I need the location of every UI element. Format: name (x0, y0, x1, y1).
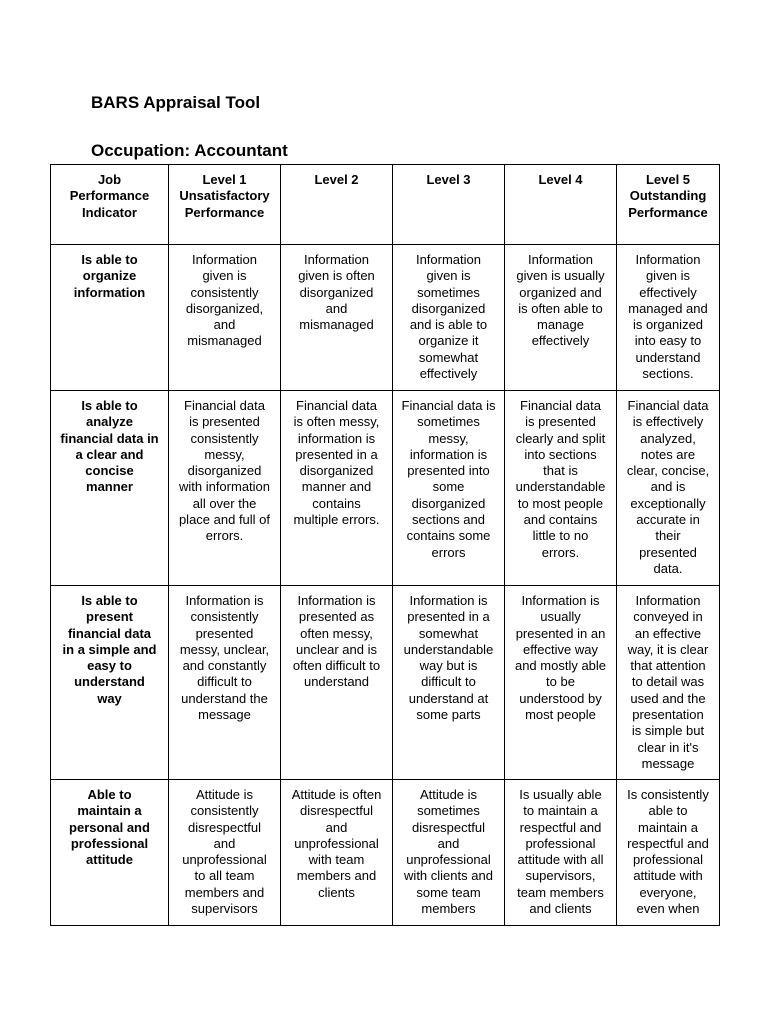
level-1-cell: Attitude is consistently disrespectful and unprofessional to all team members and supervisors (169, 780, 281, 926)
indicator-cell: Is able to analyze financial data in a clear and concise manner (51, 391, 169, 586)
table-row (51, 245, 720, 391)
level-4-cell: Information given is usually organized and is often able to manage effectively (505, 245, 617, 391)
level-2-cell: Attitude is often disrespectful and unprofessional with team members and clients (281, 780, 393, 926)
level-5-cell: Information conveyed in an effective way, it is clear that attention to detail was used and the presentation is simple but clear in it's message (617, 586, 720, 780)
level-4-cell: Information is usually presented in an effective way and mostly able to be understood by most people (505, 586, 617, 780)
indicator-cell: Is able to organize information (51, 245, 169, 391)
indicator-cell: Able to maintain a personal and professional attitude (51, 780, 169, 926)
level-2-cell: Information is presented as often messy, unclear and is often difficult to understand (281, 586, 393, 780)
header-level-4: Level 4 (505, 165, 617, 245)
level-3-cell: Information is presented in a somewhat understandable way but is difficult to understand at some parts (393, 586, 505, 780)
header-level-5: Level 5 Outstanding Performance (617, 165, 720, 245)
level-3-cell: Financial data is sometimes messy, information is presented into some disorganized sections and contains some errors (393, 391, 505, 586)
level-2-cell: Information given is often disorganized and mismanaged (281, 245, 393, 391)
header-level-2: Level 2 (281, 165, 393, 245)
table-row (51, 391, 720, 586)
bars-table (50, 164, 720, 926)
level-1-cell: Financial data is presented consistently messy, disorganized with information all over the place and full of errors. (169, 391, 281, 586)
header-level-1: Level 1 Unsatisfactory Performance (169, 165, 281, 245)
table-row (51, 586, 720, 780)
level-5-cell: Information given is effectively managed and is organized into easy to understand sections. (617, 245, 720, 391)
level-1-cell: Information given is consistently disorganized, and mismanaged (169, 245, 281, 391)
table-row (51, 780, 720, 926)
level-3-cell: Information given is sometimes disorganized and is able to organize it somewhat effectively (393, 245, 505, 391)
level-2-cell: Financial data is often messy, information is presented in a disorganized manner and contains multiple errors. (281, 391, 393, 586)
level-1-cell: Information is consistently presented messy, unclear, and constantly difficult to understand the message (169, 586, 281, 780)
level-4-cell: Financial data is presented clearly and split into sections that is understandable to most people and contains little to no errors. (505, 391, 617, 586)
level-3-cell: Attitude is sometimes disrespectful and unprofessional with clients and some team members (393, 780, 505, 926)
level-5-cell: Financial data is effectively analyzed, notes are clear, concise, and is exceptionally accurate in their presented data. (617, 391, 720, 586)
occupation-heading: Occupation: Accountant (91, 141, 288, 160)
header-level-3: Level 3 (393, 165, 505, 245)
level-4-cell: Is usually able to maintain a respectful and professional attitude with all supervisors, team members and clients (505, 780, 617, 926)
header-indicator: Job Performance Indicator (51, 165, 169, 245)
header-row (51, 165, 720, 245)
indicator-cell: Is able to present financial data in a simple and easy to understand way (51, 586, 169, 780)
level-5-cell: Is consistently able to maintain a respectful and professional attitude with everyone, even when (617, 780, 720, 926)
document-title: BARS Appraisal Tool (91, 93, 261, 112)
